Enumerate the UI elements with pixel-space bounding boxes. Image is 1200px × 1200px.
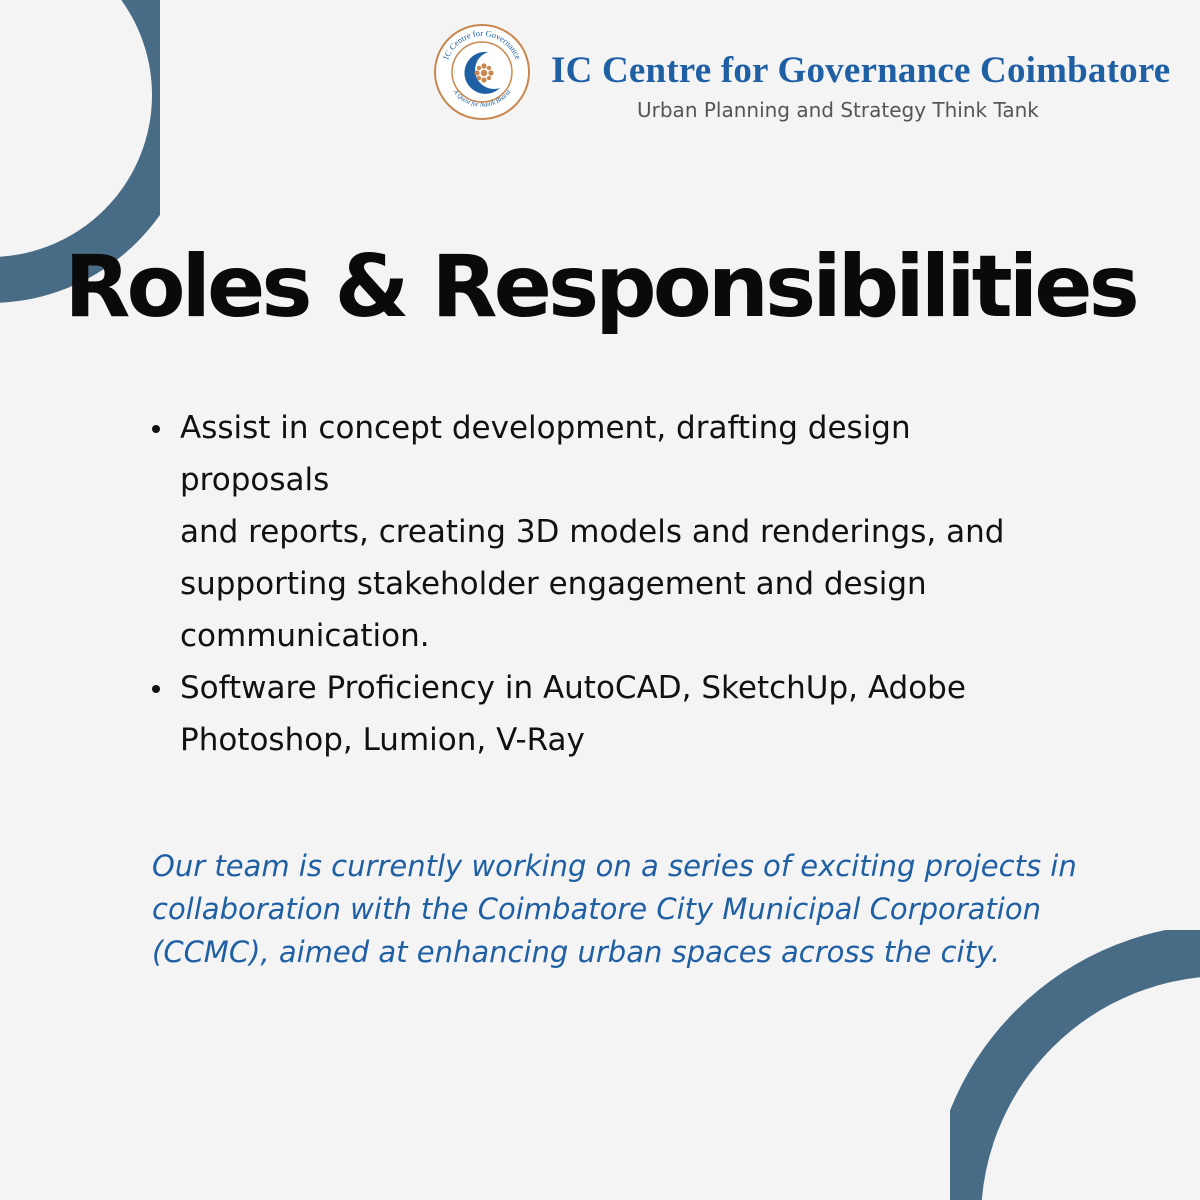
list-item (152, 402, 1052, 662)
team-projects-note: Our team is currently working on a series of exciting projects in collaboration with the Coimbatore City Municipal Corporation (CCMC), aimed at enhancing urban spaces across the city. (152, 849, 1077, 969)
seal-ring-text-bottom: A Quest for Naitik Bharat (451, 88, 513, 109)
ic-centre-for-governance-seal-icon (432, 22, 532, 122)
list-item (152, 662, 1052, 766)
organization-name: IC Centre for Governance Coimbatore (551, 50, 1171, 91)
bullet-icon (152, 425, 160, 433)
responsibilities-list (152, 402, 1052, 766)
organization-tagline: Urban Planning and Strategy Think Tank (637, 98, 1039, 122)
list-item-text: Assist in concept development, drafting design proposals and reports, creating 3D models and renderings, and supporting stakeholder engagement and design communication. (180, 410, 1005, 654)
seal-ring-text-top: IC Centre for Governance (440, 27, 524, 61)
page-title: Roles & Responsibilities (64, 237, 1136, 337)
organization-header (432, 22, 1192, 142)
list-item-text: Software Proficiency in AutoCAD, SketchUp, Adobe Photoshop, Lumion, V-Ray (180, 670, 966, 758)
bullet-icon (152, 685, 160, 693)
